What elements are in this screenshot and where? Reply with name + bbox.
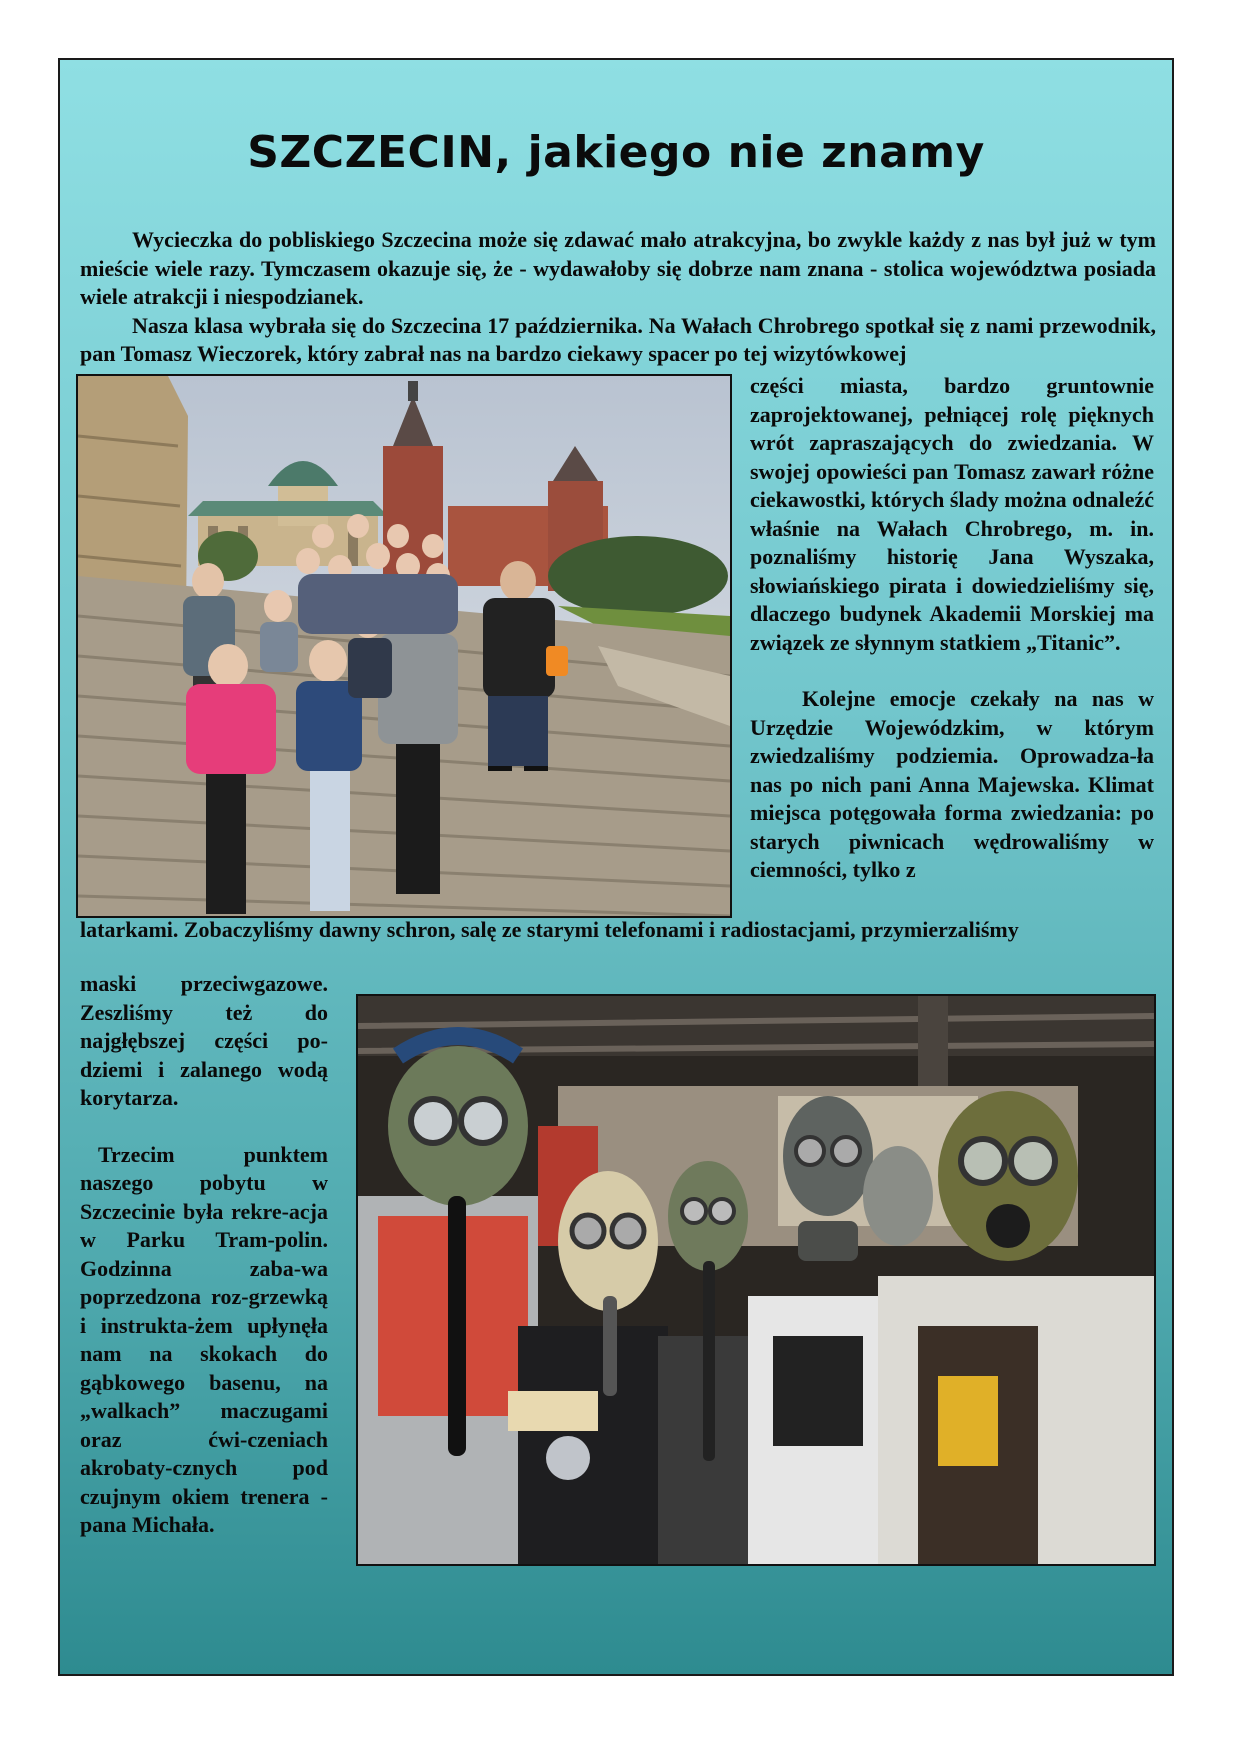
right-paragraph-2: Kolejne emocje czekały na nas w Urzędzie Wojewódzkim, w którym zwiedzaliśmy podziemia. Oprowadza-ła nas po nich pani Anna Majewska. Klimat miejsca potęgowała forma zwiedzania: po starych piwnicach wędrowaliśmy w ciemności, tylko z	[750, 686, 1154, 882]
page-frame	[58, 58, 1174, 1676]
left-paragraph-2: Trzecim punktem naszego pobytu w Szczecinie była rekre-acja w Parku Tram-polin. Godzinna zaba-wa poprzedzona roz-grzewką i instrukta-żem upłynęła nam na skokach do gąbkowego basenu, na „walkach” maczugami oraz ćwi-czeniach akrobaty-cznych pod czujnym okiem trenera - pana Michała.	[80, 1141, 328, 1537]
group-photo-waly-chrobrego	[76, 374, 732, 918]
right-paragraph-1: części miasta, bardzo gruntownie zaprojektowanej, pełniącej rolę pięknych wrót zapraszających do zwiedzania. W swojej opowieści pan Tomasz zawarł różne ciekawostki, których ślady można odnaleźć właśnie na Wałach Chrobrego, m. in. poznaliśmy historię Jana Wyszaka, słowiańskiego pirata i dowiedzieliśmy się, dlaczego budynek Akademii Morskiej ma związek ze słynnym statkiem „Titanic”.	[750, 373, 1154, 655]
right-column-text	[750, 372, 1154, 885]
spanning-line	[80, 916, 1156, 945]
gas-mask-photo-underground	[356, 994, 1156, 1566]
intro-paragraph-1: Wycieczka do pobliskiego Szczecina może się zdawać mało atrakcyjna, bo zwykle każdy z nas był już w tym mieście wiele razy. Tymczasem okazuje się, że - wydawałoby się dobrze nam znana - stolica województwa posiada wiele atrakcji i niespodzianek.	[80, 227, 1156, 309]
spanning-paragraph: latarkami. Zobaczyliśmy dawny schron, salę ze starymi telefonami i radiostacjami, przymierzaliśmy	[80, 917, 1019, 942]
left-column-text	[80, 970, 328, 1540]
left-paragraph-1: maski przeciwgazowe. Zeszliśmy też do najgłębszej części po-dziemi i zalanego wodą korytarza.	[80, 971, 328, 1110]
page-title: SZCZECIN, jakiego nie znamy	[247, 127, 985, 179]
intro-paragraph-2: Nasza klasa wybrała się do Szczecina 17 października. Na Wałach Chrobrego spotkał się z nami przewodnik, pan Tomasz Wieczorek, który zabrał nas na bardzo ciekawy spacer po tej wizytówkowej	[80, 312, 1156, 366]
intro-text	[80, 226, 1156, 369]
